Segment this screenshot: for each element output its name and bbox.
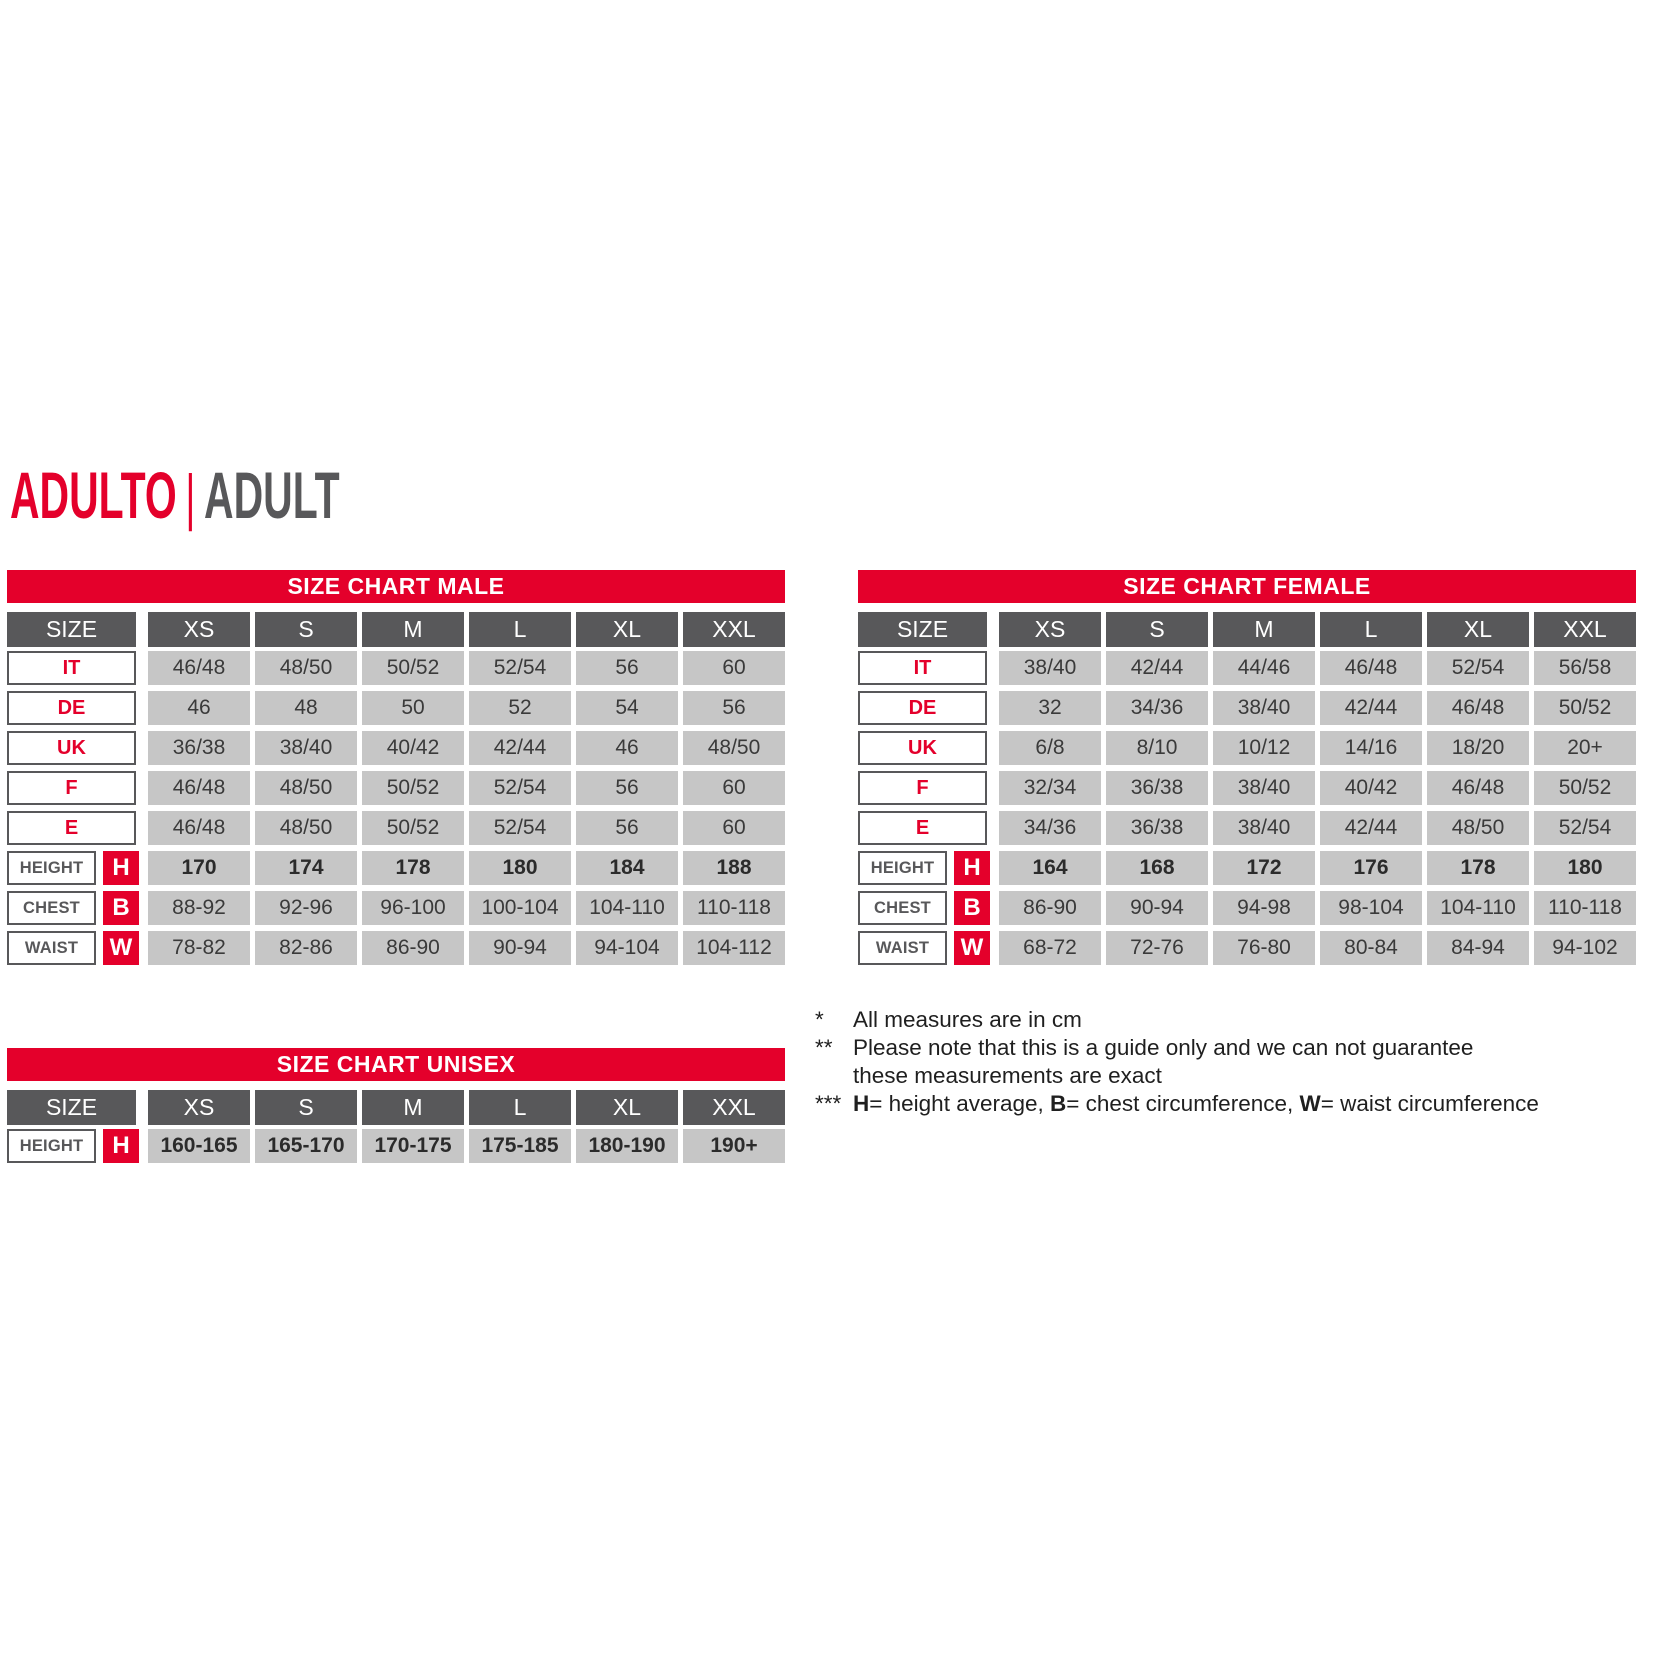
size-cell: 38/40 [999, 651, 1101, 685]
size-rows [7, 651, 785, 845]
size-cell: 34/36 [999, 811, 1101, 845]
size-cell: 52/54 [469, 811, 571, 845]
size-rows [858, 651, 1636, 845]
size-cell: 34/36 [1106, 691, 1208, 725]
measure-cell: 172 [1213, 851, 1315, 885]
size-cell: 38/40 [1213, 771, 1315, 805]
row-label: IT [7, 651, 136, 685]
measure-cell: 78-82 [148, 931, 250, 965]
measure-row [858, 891, 1636, 925]
measure-cell: 165-170 [255, 1129, 357, 1163]
size-row [858, 731, 1636, 765]
measure-cell: 164 [999, 851, 1101, 885]
table-heading: SIZE CHART MALE [7, 570, 785, 603]
measure-cell: 170 [148, 851, 250, 885]
column-header: XL [576, 1090, 678, 1125]
column-header: M [362, 1090, 464, 1125]
measure-cell: 184 [576, 851, 678, 885]
size-cell: 46/48 [1320, 651, 1422, 685]
title-secondary: ADULT [204, 458, 340, 532]
size-cell: 38/40 [1213, 691, 1315, 725]
measure-row [7, 891, 785, 925]
size-cell: 50 [362, 691, 464, 725]
measure-cell: 180 [469, 851, 571, 885]
footnote-text-part: B [1050, 1091, 1067, 1116]
footnote-continuation [815, 1062, 1654, 1090]
size-column-header: SIZE [7, 612, 136, 647]
column-header: XS [148, 612, 250, 647]
size-cell: 42/44 [1320, 811, 1422, 845]
column-header: XS [999, 612, 1101, 647]
size-cell: 32/34 [999, 771, 1101, 805]
measure-letter-badge: W [954, 931, 990, 965]
column-header: XS [148, 1090, 250, 1125]
size-row [7, 731, 785, 765]
size-chart-unisex-table [7, 1048, 785, 1169]
size-cell: 46/48 [1427, 691, 1529, 725]
measure-cell: 84-94 [1427, 931, 1529, 965]
size-cell: 46/48 [148, 651, 250, 685]
size-row [858, 651, 1636, 685]
size-cell: 18/20 [1427, 731, 1529, 765]
size-cell: 52 [469, 691, 571, 725]
measure-letter-badge: B [103, 891, 139, 925]
footnote [815, 1006, 1654, 1034]
table-header-row [7, 612, 785, 647]
measure-cell: 86-90 [999, 891, 1101, 925]
size-cell: 56 [683, 691, 785, 725]
size-cell: 56 [576, 771, 678, 805]
table-header-row [7, 1090, 785, 1125]
measure-row [7, 931, 785, 965]
row-label: F [858, 771, 987, 805]
footnote-text-part: = waist circumference [1320, 1091, 1539, 1116]
column-header: S [255, 612, 357, 647]
measure-cell: 110-118 [1534, 891, 1636, 925]
footnote-marker: *** [815, 1091, 842, 1116]
size-chart-male-table [7, 570, 785, 971]
measure-row [858, 851, 1636, 885]
row-label: F [7, 771, 136, 805]
size-cell: 50/52 [362, 811, 464, 845]
size-cell: 32 [999, 691, 1101, 725]
measure-cell: 88-92 [148, 891, 250, 925]
measure-label: HEIGHT [7, 1129, 96, 1163]
table-heading: SIZE CHART UNISEX [7, 1048, 785, 1081]
footnote-text-part: = height average, [869, 1091, 1051, 1116]
measure-letter-badge: H [103, 851, 139, 885]
size-cell: 56/58 [1534, 651, 1636, 685]
column-header: S [1106, 612, 1208, 647]
size-cell: 14/16 [1320, 731, 1422, 765]
size-cell: 50/52 [362, 651, 464, 685]
column-header: M [1213, 612, 1315, 647]
column-header: L [469, 612, 571, 647]
size-cell: 48/50 [683, 731, 785, 765]
size-cell: 36/38 [1106, 811, 1208, 845]
size-cell: 38/40 [1213, 811, 1315, 845]
size-cell: 36/38 [148, 731, 250, 765]
measure-cell: 174 [255, 851, 357, 885]
measure-cell: 160-165 [148, 1129, 250, 1163]
row-label: DE [858, 691, 987, 725]
size-cell: 46/48 [148, 771, 250, 805]
size-cell: 52/54 [1534, 811, 1636, 845]
measure-label: HEIGHT [7, 851, 96, 885]
measure-letter-badge: W [103, 931, 139, 965]
measure-letter-badge: H [103, 1129, 139, 1163]
size-cell: 40/42 [362, 731, 464, 765]
size-cell: 56 [576, 651, 678, 685]
column-header: L [1320, 612, 1422, 647]
measure-cell: 98-104 [1320, 891, 1422, 925]
footnote-text-part: H [853, 1091, 870, 1116]
measure-cell: 90-94 [1106, 891, 1208, 925]
measure-letter-badge: B [954, 891, 990, 925]
measure-cell: 86-90 [362, 931, 464, 965]
measure-cell: 92-96 [255, 891, 357, 925]
measure-cell: 178 [1427, 851, 1529, 885]
column-header: L [469, 1090, 571, 1125]
measure-letter-badge: H [954, 851, 990, 885]
size-cell: 46 [148, 691, 250, 725]
footnote-text: All measures are in cm [853, 1007, 1082, 1032]
measure-cell: 68-72 [999, 931, 1101, 965]
size-cell: 48/50 [255, 651, 357, 685]
measure-cell: 94-98 [1213, 891, 1315, 925]
size-cell: 50/52 [1534, 691, 1636, 725]
size-cell: 56 [576, 811, 678, 845]
measure-cell: 104-110 [576, 891, 678, 925]
size-cell: 46/48 [1427, 771, 1529, 805]
title-separator: | [185, 463, 196, 532]
size-cell: 42/44 [469, 731, 571, 765]
footnote-marker: ** [815, 1035, 833, 1060]
row-label: UK [7, 731, 136, 765]
measure-cell: 90-94 [469, 931, 571, 965]
size-row [7, 691, 785, 725]
size-row [7, 811, 785, 845]
size-cell: 38/40 [255, 731, 357, 765]
size-cell: 44/46 [1213, 651, 1315, 685]
size-cell: 8/10 [1106, 731, 1208, 765]
measure-cell: 176 [1320, 851, 1422, 885]
size-cell: 48/50 [255, 811, 357, 845]
size-cell: 10/12 [1213, 731, 1315, 765]
measure-label: CHEST [7, 891, 96, 925]
row-label: E [858, 811, 987, 845]
row-label: UK [858, 731, 987, 765]
measure-cell: 178 [362, 851, 464, 885]
measure-row [7, 1129, 785, 1163]
size-row [858, 811, 1636, 845]
size-column-header: SIZE [858, 612, 987, 647]
measure-cell: 96-100 [362, 891, 464, 925]
size-cell: 48/50 [1427, 811, 1529, 845]
size-row [7, 651, 785, 685]
size-cell: 48/50 [255, 771, 357, 805]
size-row [858, 691, 1636, 725]
column-header: XXL [683, 612, 785, 647]
measure-rows [7, 851, 785, 965]
row-label: DE [7, 691, 136, 725]
size-cell: 52/54 [469, 651, 571, 685]
table-heading: SIZE CHART FEMALE [858, 570, 1636, 603]
measure-cell: 94-102 [1534, 931, 1636, 965]
measure-label: CHEST [858, 891, 947, 925]
footnote-text: Please note that this is a guide only and we can not guarantee [853, 1035, 1474, 1060]
footnote-marker: * [815, 1007, 824, 1032]
footnotes [815, 1006, 1654, 1118]
measure-cell: 180 [1534, 851, 1636, 885]
size-cell: 20+ [1534, 731, 1636, 765]
size-cell: 54 [576, 691, 678, 725]
size-cell: 46/48 [148, 811, 250, 845]
measure-label: HEIGHT [858, 851, 947, 885]
size-cell: 42/44 [1106, 651, 1208, 685]
size-cell: 60 [683, 651, 785, 685]
measure-row [858, 931, 1636, 965]
column-header: XXL [683, 1090, 785, 1125]
measure-cell: 76-80 [1213, 931, 1315, 965]
size-cell: 42/44 [1320, 691, 1422, 725]
size-cell: 36/38 [1106, 771, 1208, 805]
footnote [815, 1034, 1654, 1062]
size-cell: 60 [683, 811, 785, 845]
measure-rows [858, 851, 1636, 965]
row-label: IT [858, 651, 987, 685]
page-title [10, 458, 340, 532]
footnote-text-part: W [1299, 1091, 1321, 1116]
measure-row [7, 851, 785, 885]
column-header: XL [576, 612, 678, 647]
measure-cell: 104-112 [683, 931, 785, 965]
measure-cell: 104-110 [1427, 891, 1529, 925]
size-cell: 48 [255, 691, 357, 725]
size-chart-female-table [858, 570, 1636, 971]
measure-cell: 72-76 [1106, 931, 1208, 965]
column-header: XXL [1534, 612, 1636, 647]
measure-cell: 180-190 [576, 1129, 678, 1163]
footnote-text [853, 1090, 1539, 1118]
size-cell: 50/52 [362, 771, 464, 805]
measure-cell: 110-118 [683, 891, 785, 925]
footnote-marker-spacer [815, 1062, 853, 1090]
measure-cell: 190+ [683, 1129, 785, 1163]
footnote-text-part: = chest circumference, [1066, 1091, 1300, 1116]
size-cell: 52/54 [1427, 651, 1529, 685]
size-column-header: SIZE [7, 1090, 136, 1125]
measure-cell: 168 [1106, 851, 1208, 885]
row-label: E [7, 811, 136, 845]
measure-label: WAIST [858, 931, 947, 965]
column-header: S [255, 1090, 357, 1125]
measure-cell: 82-86 [255, 931, 357, 965]
measure-label: WAIST [7, 931, 96, 965]
measure-cell: 80-84 [1320, 931, 1422, 965]
measure-cell: 175-185 [469, 1129, 571, 1163]
measure-cell: 100-104 [469, 891, 571, 925]
size-cell: 40/42 [1320, 771, 1422, 805]
size-cell: 46 [576, 731, 678, 765]
measure-cell: 188 [683, 851, 785, 885]
size-cell: 52/54 [469, 771, 571, 805]
column-header: M [362, 612, 464, 647]
measure-rows [7, 1129, 785, 1163]
size-cell: 60 [683, 771, 785, 805]
footnote [815, 1090, 1654, 1118]
title-primary: ADULTO [10, 458, 177, 532]
size-row [858, 771, 1636, 805]
footnote-text: these measurements are exact [853, 1063, 1162, 1088]
size-row [7, 771, 785, 805]
measure-cell: 170-175 [362, 1129, 464, 1163]
size-cell: 6/8 [999, 731, 1101, 765]
measure-cell: 94-104 [576, 931, 678, 965]
table-header-row [858, 612, 1636, 647]
column-header: XL [1427, 612, 1529, 647]
size-cell: 50/52 [1534, 771, 1636, 805]
